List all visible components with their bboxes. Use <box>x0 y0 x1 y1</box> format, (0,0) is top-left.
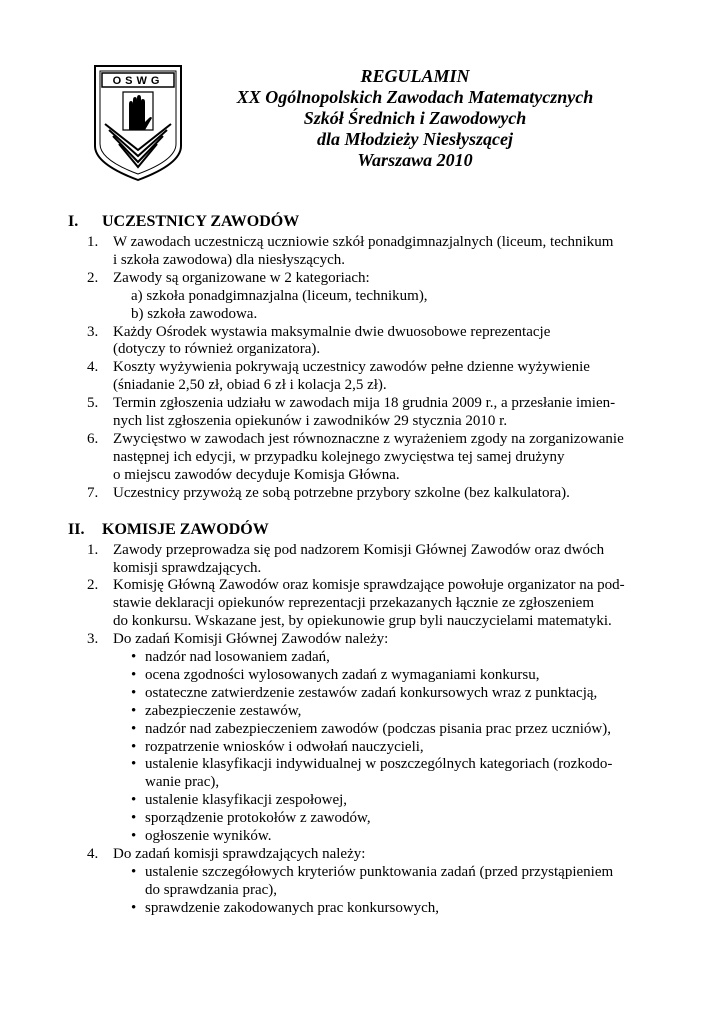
bullet-item: • sprawdzenie zakodowanych prac konkursowych, <box>131 899 440 916</box>
document-body <box>68 212 668 918</box>
bullet-item: • nadzór nad zabezpieczeniem zawodów (podczas pisania prac przez uczniów), <box>131 720 612 737</box>
list-item <box>68 359 668 395</box>
bullet-icon: • <box>131 649 137 666</box>
list-item <box>68 577 668 631</box>
list-item <box>68 270 668 288</box>
oswg-logo <box>93 64 183 182</box>
title-line: XX Ogólnopolskich Zawodach Matematycznych <box>236 87 594 107</box>
section-heading <box>68 520 668 540</box>
item-text: Do zadań Komisji Głównej Zawodów należy: <box>113 631 389 648</box>
item-number: 3. <box>87 631 99 648</box>
list-item <box>68 485 668 503</box>
item-text: Zawody przeprowadza się pod nadzorem Komisji Głównej Zawodów oraz dwóch <box>113 541 605 558</box>
title-line: Szkół Średnich i Zawodowych <box>303 108 527 128</box>
title-line: Warszawa 2010 <box>357 150 473 170</box>
section-title-text: KOMISJE ZAWODÓW <box>102 520 269 538</box>
item-number: 1. <box>87 234 99 250</box>
bullet-icon: • <box>131 738 137 755</box>
bullet-item: • sporządzenie protokołów z zawodów, <box>131 810 371 827</box>
sub-item: b) szkoła zawodowa. <box>131 305 258 322</box>
bullet-icon: • <box>131 684 137 701</box>
title-line: REGULAMIN <box>360 66 470 86</box>
bullet-list <box>68 864 668 918</box>
item-text: (śniadanie 2,50 zł, obiad 6 zł i kolacja 2,5 zł). <box>113 377 387 394</box>
item-number: 7. <box>87 484 99 501</box>
item-number: 4. <box>87 359 99 376</box>
bullet-list <box>68 649 668 846</box>
bullet-item: • ustalenie klasyfikacji indywidualnej w poszczególnych kategoriach (rozkodo- wanie prac), <box>131 756 613 791</box>
item-text: Każdy Ośrodek wystawia maksymalnie dwie dwuosobowe reprezentacje <box>113 323 551 340</box>
item-text: o miejscu zawodów decyduje Komisja Główna. <box>113 466 400 483</box>
list-item <box>68 542 668 578</box>
section-list <box>68 234 668 503</box>
item-text: (dotyczy to również organizatora). <box>113 341 321 358</box>
item-text: Uczestnicy przywożą ze sobą potrzebne przybory szkolne (bez kalkulatora). <box>113 484 570 501</box>
bullet-icon: • <box>131 810 137 827</box>
bullet-item: • ostateczne zatwierdzenie zestawów zadań konkursowych wraz z punktacją, <box>131 684 598 701</box>
list-item <box>68 431 668 485</box>
item-number: 6. <box>87 430 99 447</box>
item-text: Zawody są organizowane w 2 kategoriach: <box>113 269 370 286</box>
section-heading <box>68 212 668 232</box>
list-item <box>68 631 668 649</box>
item-text: Termin zgłoszenia udziału w zawodach mija 18 grudnia 2009 r., a przesłanie imien- <box>113 395 616 412</box>
bullet-item: • zabezpieczenie zestawów, <box>131 702 302 719</box>
item-number: 1. <box>87 541 99 558</box>
bullet-item: • ustalenie klasyfikacji zespołowej, <box>131 792 348 809</box>
item-text: do konkursu. Wskazane jest, by opiekunowie grup byli nauczycielami matematyki. <box>113 613 612 630</box>
item-text: Koszty wyżywienia pokrywają uczestnicy zawodów pełne dzienne wyżywienie <box>113 359 590 376</box>
section-title-text: UCZESTNICY ZAWODÓW <box>102 213 300 230</box>
item-text: następnej ich edycji, w przypadku kolejnego zwycięstwa tej samej drużyny <box>113 448 565 465</box>
list-item <box>68 846 668 864</box>
bullet-icon: • <box>131 666 137 683</box>
section-number: I. <box>68 213 79 230</box>
bullet-icon: • <box>131 702 137 719</box>
bullet-item: • ustalenie szczegółowych kryteriów punktowania zadań (przed przystąpieniem do sprawdzania prac), <box>131 863 614 898</box>
bullet-icon: • <box>131 720 137 737</box>
bullet-item: • nadzór nad losowaniem zadań, <box>131 649 330 666</box>
document-title <box>200 66 630 171</box>
item-text: Komisję Główną Zawodów oraz komisje sprawdzające powołuje organizator na pod- <box>113 577 625 594</box>
bullet-item: • rozpatrzenie wniosków i odwołań nauczycieli, <box>131 738 424 755</box>
item-number: 2. <box>87 269 99 286</box>
bullet-icon: • <box>131 756 137 773</box>
bullet-icon: • <box>131 899 137 916</box>
list-item <box>68 324 668 360</box>
item-text: i szkoła zawodowa) dla niesłyszących. <box>113 251 345 268</box>
bullet-icon: • <box>131 792 137 809</box>
item-number: 4. <box>87 846 99 862</box>
section-number: II. <box>68 520 85 538</box>
title-line: dla Młodzieży Niesłyszącej <box>317 129 513 149</box>
item-number: 3. <box>87 323 99 340</box>
item-number: 5. <box>87 395 99 412</box>
list-item <box>68 234 668 270</box>
item-text: stawie deklaracji opiekunów reprezentacji przekazanych łącznie ze zgłoszeniem <box>113 595 594 612</box>
item-text: komisji sprawdzających. <box>113 559 262 576</box>
sub-item: a) szkoła ponadgimnazjalna (liceum, technikum), <box>131 287 428 304</box>
bullet-item: • ocena zgodności wylosowanych zadań z wymaganiami konkursu, <box>131 666 540 683</box>
item-text: Do zadań komisji sprawdzających należy: <box>113 846 366 862</box>
sub-list <box>68 288 668 324</box>
item-text: W zawodach uczestniczą uczniowie szkół ponadgimnazjalnych (liceum, technikum <box>113 234 614 250</box>
bullet-icon: • <box>131 863 137 880</box>
bullet-item: • ogłoszenie wyników. <box>131 828 272 845</box>
bullet-icon: • <box>131 828 137 845</box>
item-number: 2. <box>87 577 99 594</box>
section-list <box>68 542 668 918</box>
item-text: Zwycięstwo w zawodach jest równoznaczne z wyrażeniem zgody na zorganizowanie <box>113 430 624 447</box>
item-text: nych list zgłoszenia opiekunów i zawodników 29 stycznia 2010 r. <box>113 413 508 430</box>
logo-text: OSWG <box>112 75 164 87</box>
list-item <box>68 395 668 431</box>
